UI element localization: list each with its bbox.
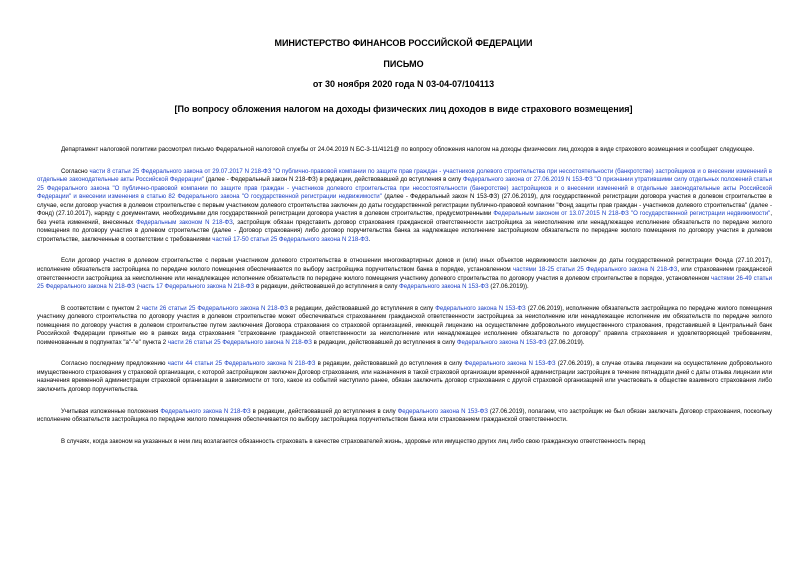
document-subject: [По вопросу обложения налогом на доходы физических лиц доходов в виде страхового возмещения]	[174, 104, 633, 114]
paragraph-text: , или страхованием гражданской ответственности застройщика за неисполнение или ненадлежащее исполнение обязательств по передаче жилого помещения участнику долевого строительства по договору участия в долевом строительстве в порядке, установленном	[37, 266, 772, 282]
paragraph-text: (27.06.2019).	[546, 338, 585, 346]
legal-reference-link[interactable]: частями 26-49 статьи 25 Федерального закона N 218-ФЗ (часть 17 Федерального закона N 218-ФЗ	[37, 274, 772, 291]
legal-reference-link[interactable]: Федерального закона N 153-ФЗ	[399, 283, 489, 291]
legal-reference-link[interactable]: Федерального закона N 153-ФЗ	[464, 360, 556, 368]
legal-reference-link[interactable]: Федерального закона N 153-ФЗ	[397, 407, 488, 415]
paragraph-text: , без учета изменений, внесенных	[37, 210, 773, 226]
paragraph-text: В соответствии с пунктом 2	[61, 304, 142, 312]
paragraph-text: в редакции, действовавшей до вступления в силу	[250, 407, 398, 415]
paragraph-text: (далее - Федеральный закон N 153-ФЗ) (27.06.2019), для государственной регистрации договора участия в долевом строительстве в случае, если договор участия в долевом строительстве с первым участником долевого строительства заключен до даты государственной регистрации публично-правовой компании "Фонд защиты прав граждан - участников долевого строительства" (далее - Фонд) (27.10.2017), наряду с документами, необходимыми для государственной регистрации договора участия в долевом строительстве, предусмотренными	[37, 193, 773, 218]
paragraph-text: (27.06.2019), полагаем, что застройщик не был обязан заключать Договор страхования, поскольку исполнение обязательств застройщика по передаче жилого помещения обеспечивается по выбору застройщика поручительством банка или страхованием гражданской ответственности.	[37, 407, 773, 424]
legal-reference-link[interactable]: Федерального закона N 218-ФЗ	[160, 407, 251, 415]
paragraph	[37, 168, 772, 245]
paragraph-text: (27.06.2019)).	[488, 283, 529, 291]
legal-reference-link[interactable]: Федерального закона N 153-ФЗ	[456, 338, 547, 346]
document-body	[37, 146, 772, 459]
paragraph	[37, 146, 772, 155]
legal-reference-link[interactable]: Федерального закона N 153-ФЗ	[435, 304, 526, 312]
paragraph-text: Согласно	[61, 167, 90, 175]
legal-reference-link[interactable]: части 44 статьи 25 Федерального закона N 218-ФЗ	[167, 360, 316, 368]
paragraph-text: (27.06.2019), в случае отзыва лицензии на осуществление добровольного имущественного страхования у страховой организации, с которой застройщиком заключен Договор страхования, или назначения в такой страховой организации временной администрации застройщик в течение пятнадцати дней с даты отзыва лицензии или назначения временной администрации страховой организации в зависимости от того, какое из событий наступило ранее, обязан заключить договор страхования с другой страховой организацией или участвовать в обществе взаимного страхования либо заключить договор поручительства.	[37, 360, 773, 394]
paragraph-text: В случаях, когда законом на указанных в нем лиц возлагается обязанность страховать в качестве страхователей жизнь, здоровье или имущество других лиц либо свою гражданскую ответственность перед	[61, 437, 646, 445]
paragraph	[37, 408, 772, 425]
legal-reference-link[interactable]: части 26 статьи 25 Федерального закона N 218-ФЗ	[167, 338, 312, 346]
paragraph-text: Учитывая изложенные положения	[61, 407, 161, 415]
legal-reference-link[interactable]: частями 18-25 статьи 25 Федерального закона N 218-ФЗ	[512, 266, 678, 274]
paragraph-text: (далее - Федеральный закон N 218-ФЗ) в редакции, действовавшей до вступления в силу	[203, 176, 463, 184]
paragraph-text: в редакции, действовавшей до вступления в силу	[311, 338, 457, 346]
paragraph-text: Департамент налоговой политики рассмотрел письмо Федеральной налоговой службы от 24.04.2019 N БС-3-11/4121@ по вопросу обложения налогом на доходы физических лиц доходов в виде страхового возмещения и сообщает следующее.	[61, 146, 755, 153]
paragraph-text: в редакции, действовавшей до вступления в силу	[287, 304, 436, 312]
paragraph-text: в редакции, действовавшей до вступления в силу	[315, 360, 465, 368]
paragraph	[37, 305, 772, 348]
ministry-title: МИНИСТЕРСТВО ФИНАНСОВ РОССИЙСКОЙ ФЕДЕРАЦИИ	[274, 38, 533, 48]
legal-reference-link[interactable]: Федеральным законом N 218-ФЗ	[136, 218, 233, 226]
paragraph-text: (27.06.2019), исполнение обязательств застройщика по передаче жилого помещения участнику долевого строительства по договору участия в долевом строительстве может обеспечиваться страхованием гражданской ответственности застройщика за неисполнение или ненадлежащее исполнение им обязательств по передаче жилого помещения по договору участия в долевом строительстве путем заключения Договора страхования со страховой организацией, имеющей лицензию на осуществление добровольного имущественного страхования, представившей в Центральный банк Российской Федерации принятые ею в рамках вида страхования "страхование гражданской ответственности за неисполнение или ненадлежащее исполнение обязательств по договору" правила страхования и удовлетворяющей требованиям, поименованным в подпунктах "а"-"е" пункта 2	[37, 304, 772, 346]
paragraph-text: , застройщик обязан представить договор страхования гражданской ответственности застройщика за неисполнение или ненадлежащее исполнение обязательств по передаче жилого помещения по договору участия в долевом строительстве (далее - Договор страхования) либо договор поручительства банка за надлежащее исполнение застройщиком обязательств по передаче жилого помещения по договору участия в долевом строительстве, заключенные в соответствии с требованиями	[37, 218, 772, 243]
document-date-number: от 30 ноября 2020 года N 03-04-07/104113	[312, 79, 495, 89]
paragraph	[37, 360, 772, 394]
legal-reference-link[interactable]: Федеральным законом от 13.07.2015 N 218-ФЗ "О государственной регистрации недвижимости"	[493, 210, 771, 218]
paragraph	[37, 438, 772, 447]
paragraph-text: в редакции, действовавшей до вступления в силу	[254, 283, 400, 291]
paragraph-text: Согласно последнему предложению	[61, 360, 168, 368]
legal-reference-link[interactable]: части 8 статьи 25 Федерального закона от 29.07.2017 N 218-ФЗ "О публично-правовой компании по защите прав граждан - участников долевого строительства при несостоятельности (банкротстве) застройщиков и о внесении изменений в отдельные законодательные акты Российской Федерации"	[37, 167, 772, 184]
paragraph-text: Если договор участия в долевом строительстве с первым участником долевого строительства в отношении многоквартирных домов и (или) иных объектов недвижимости заключен до даты государственной регистрации Фонда (27.10.2017), исполнение обязательств застройщика по передаче жилого помещения обеспечивается по выбору застройщика поручительством банка в порядке, установленном	[37, 257, 772, 274]
document-type: ПИСЬМО	[383, 59, 424, 69]
legal-reference-link[interactable]: частей 17-50 статьи 25 Федерального закона N 218-ФЗ	[212, 235, 369, 243]
paragraph-text: .	[368, 235, 371, 243]
legal-reference-link[interactable]: Федерального закона от 27.06.2019 N 153-ФЗ "О признании утратившими силу отдельных положений статьи 25 Федерального закона "О публично-правовой компании по защите прав граждан - участников долевого строительства при несостоятельности (банкротстве) застройщиков и о внесении изменений в отдельные законодательные акты Российской Федерации" и внесении изменения в статью 82 Федерального закона "О государственной регистрации недвижимости"	[37, 176, 772, 201]
legal-reference-link[interactable]: части 26 статьи 25 Федерального закона N 218-ФЗ	[141, 304, 288, 312]
paragraph	[37, 257, 772, 291]
